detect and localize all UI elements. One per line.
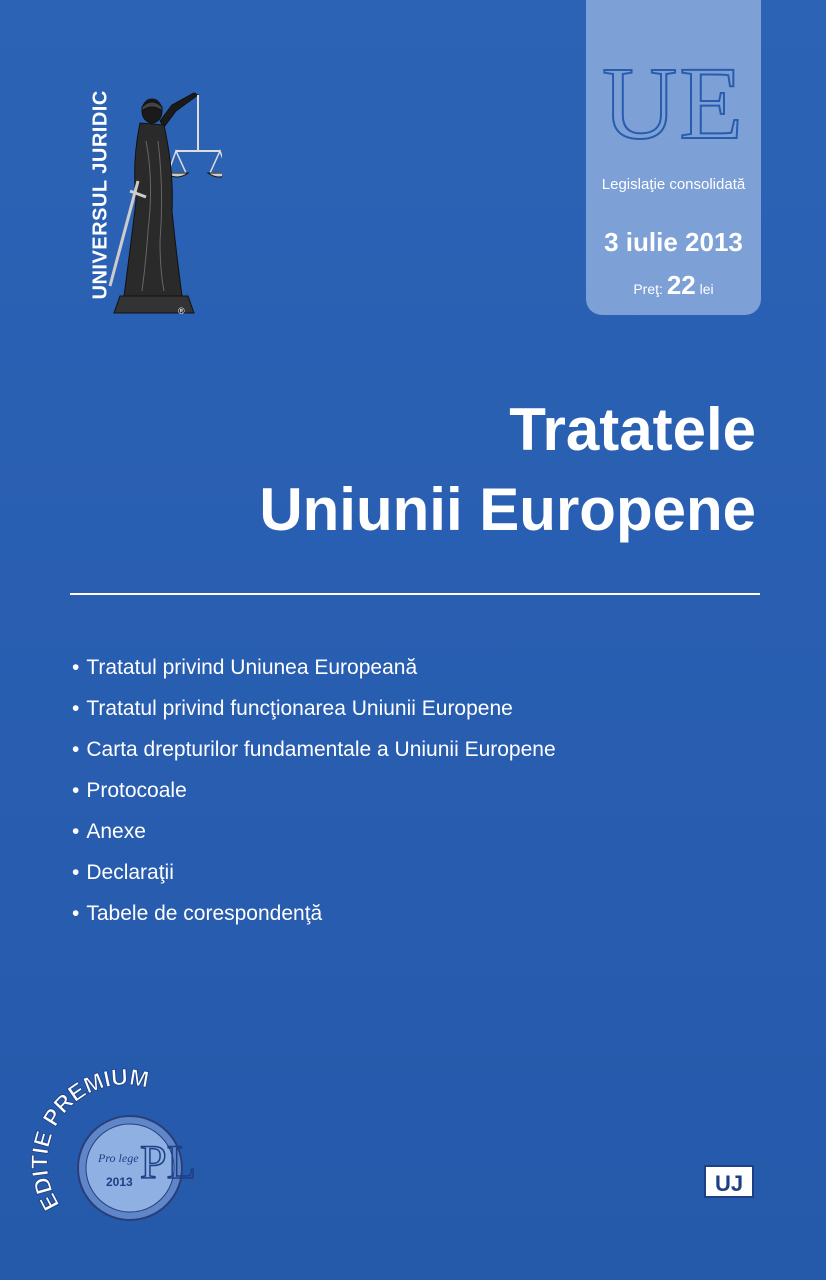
price-value: 22 [666, 270, 696, 300]
price [586, 270, 761, 301]
title-divider [70, 593, 760, 595]
premium-edition-badge [30, 1040, 220, 1240]
uj-logo: UJ [704, 1165, 754, 1198]
title-line-2: Uniunii Europene [259, 476, 756, 543]
title-line-1: Tratatele [509, 396, 756, 463]
price-prefix: Preţ: [633, 281, 663, 297]
contents-item: • Protocoale [72, 779, 556, 820]
edition-date: 3 iulie 2013 [604, 227, 743, 257]
contents-item: • Anexe [72, 820, 556, 861]
premium-badge-letters: PL [140, 1136, 197, 1189]
premium-year: 2013 [106, 1175, 133, 1189]
registered-mark: ® [178, 306, 185, 316]
contents-item: • Tratatul privind Uniunea Europeană [72, 656, 556, 697]
series-label: UE [602, 46, 745, 161]
contents-item: • Tabele de corespondenţă [72, 902, 556, 943]
contents-item: • Tratatul privind funcţionarea Uniunii Europene [72, 697, 556, 738]
book-title [259, 390, 756, 550]
contents-item: • Declaraţii [72, 861, 556, 902]
premium-badge-text: Pro lege [98, 1151, 139, 1165]
premium-seal-icon [30, 1040, 220, 1240]
premium-label: ED E PREMIUM [30, 1063, 151, 1216]
series-subtitle: Legislaţie consolidată [601, 176, 746, 193]
publisher-logo [70, 75, 220, 325]
lady-justice-icon [102, 81, 222, 321]
series-panel [586, 0, 761, 315]
price-unit: lei [699, 281, 714, 297]
contents-list [72, 656, 556, 943]
publisher-name: UNIVERSUL JURIDIC [89, 90, 112, 300]
contents-item: • Carta drepturilor fundamentale a Uniunii Europene [72, 738, 556, 779]
